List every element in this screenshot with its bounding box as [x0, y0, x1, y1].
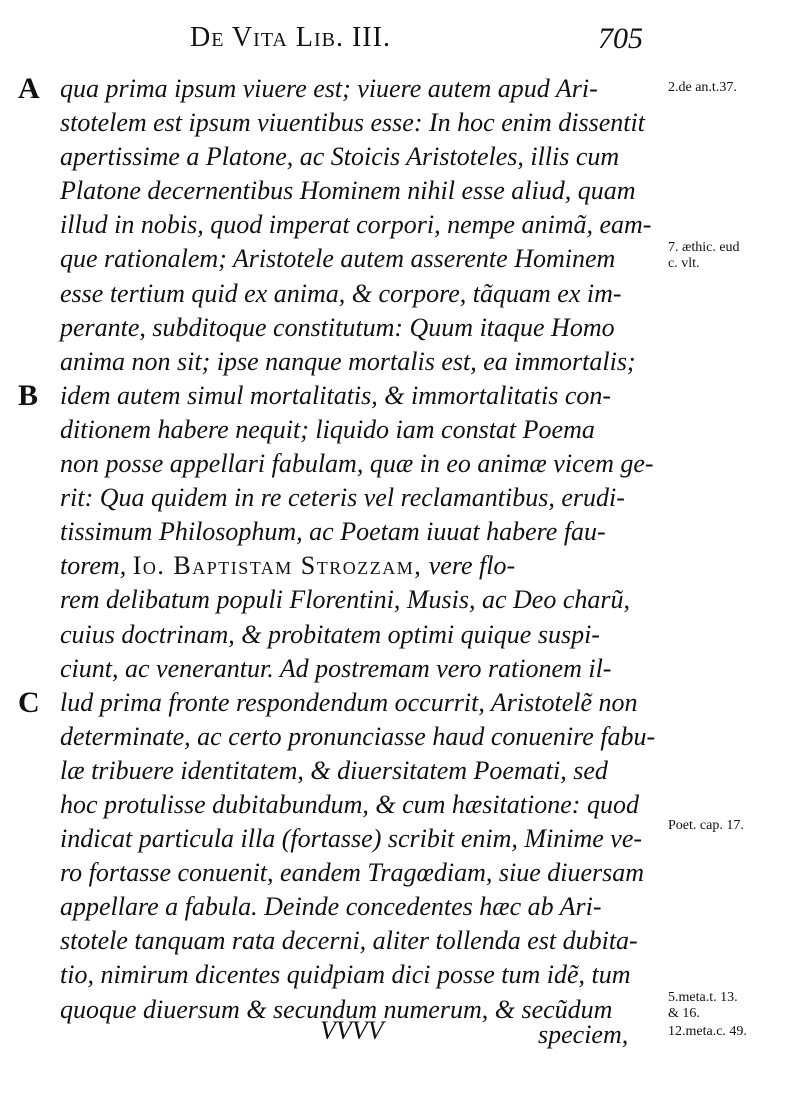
text-line: hoc protulisse dubitabundum, & cum hæsitatione: quod — [60, 789, 639, 819]
text-line: ro fortasse conuenit, eandem Tragœdiam, siue diuersam — [60, 858, 645, 888]
section-marker-a: A — [18, 72, 40, 105]
page-number: 705 — [598, 22, 643, 55]
catchword: speciem, — [538, 1020, 629, 1049]
body-text — [60, 72, 660, 1027]
text-line: indicat particula illa (fortasse) scribit enim, Minime ve- — [60, 824, 643, 854]
text-line: apertissime a Platone, ac Stoicis Aristoteles, illis cum — [60, 142, 620, 172]
line-end: vere flo- — [422, 551, 516, 581]
text-line: rem delibatum populi Florentini, Musis, ac Deo charũ, — [60, 585, 631, 615]
text-line: stotelem est ipsum viuentibus esse: In hoc enim dissentit — [60, 108, 645, 138]
section-marker-b: B — [18, 379, 39, 412]
text-line: non posse appellari fabulam, quæ in eo animæ vicem ge- — [60, 449, 654, 479]
person-name: Io. Baptistam Strozzam, — [132, 551, 423, 581]
text-line: qua prima ipsum viuere est; viuere autem apud Ari- — [60, 74, 598, 103]
text-line: lud prima fronte respondendum occurrit, Aristotelẽ non — [60, 687, 638, 717]
text-line: tio, nimirum dicentes quidpiam dici posse tum idẽ, tum — [60, 960, 631, 990]
text-line: determinate, ac certo pronunciasse haud conuenire fabu- — [60, 721, 656, 751]
margin-note: c. vlt. — [668, 256, 700, 271]
section-marker-c: C — [18, 686, 40, 719]
running-head: De Vita Lib. III. — [190, 22, 391, 53]
margin-note: Poet. cap. 17. — [668, 818, 744, 833]
line-start: torem, — [60, 551, 133, 581]
text-line: cuius doctrinam, & probitatem optimi quique suspi- — [60, 619, 600, 649]
text-line: que rationalem; Aristotele autem asserente Hominem — [60, 244, 616, 274]
margin-note: 7. æthic. eud — [668, 240, 740, 255]
text-line: ditionem habere nequit; liquido iam constat Poema — [60, 414, 595, 444]
text-line-with-name — [60, 549, 660, 583]
text-line: esse tertium quid ex anima, & corpore, tãquam ex im- — [60, 278, 622, 308]
text-line: appellare a fabula. Deinde concedentes hæc ab Ari- — [60, 892, 602, 922]
text-line: quoque diuersum & secundum numerum, & secũdum — [60, 994, 613, 1024]
margin-note: 2.de an.t.37. — [668, 80, 737, 95]
text-line: stotele tanquam rata decerni, aliter tollenda est dubita- — [60, 926, 638, 956]
text-line: ciunt, ac venerantur. Ad postremam vero rationem il- — [60, 653, 612, 683]
margin-note: 12.meta.c. 49. — [668, 1024, 747, 1039]
margin-note: & 16. — [668, 1006, 700, 1021]
signature-mark: VVVV — [320, 1016, 384, 1045]
text-line: illud in nobis, quod imperat corpori, nempe animã, eam- — [60, 210, 652, 240]
text-line: rit: Qua quidem in re ceteris vel reclamantibus, erudi- — [60, 483, 625, 513]
text-line: tissimum Philosophum, ac Poetam iuuat habere fau- — [60, 517, 606, 547]
margin-note: 5.meta.t. 13. — [668, 990, 738, 1005]
text-line: Platone decernentibus Hominem nihil esse aliud, quam — [60, 176, 636, 206]
text-line: perante, subditoque constitutum: Quum itaque Homo — [60, 312, 615, 342]
text-line: anima non sit; ipse nanque mortalis est, ea immortalis; — [60, 346, 636, 376]
text-line: læ tribuere identitatem, & diuersitatem Poemati, sed — [60, 755, 608, 785]
text-line: idem autem simul mortalitatis, & immortalitatis con- — [60, 380, 612, 410]
